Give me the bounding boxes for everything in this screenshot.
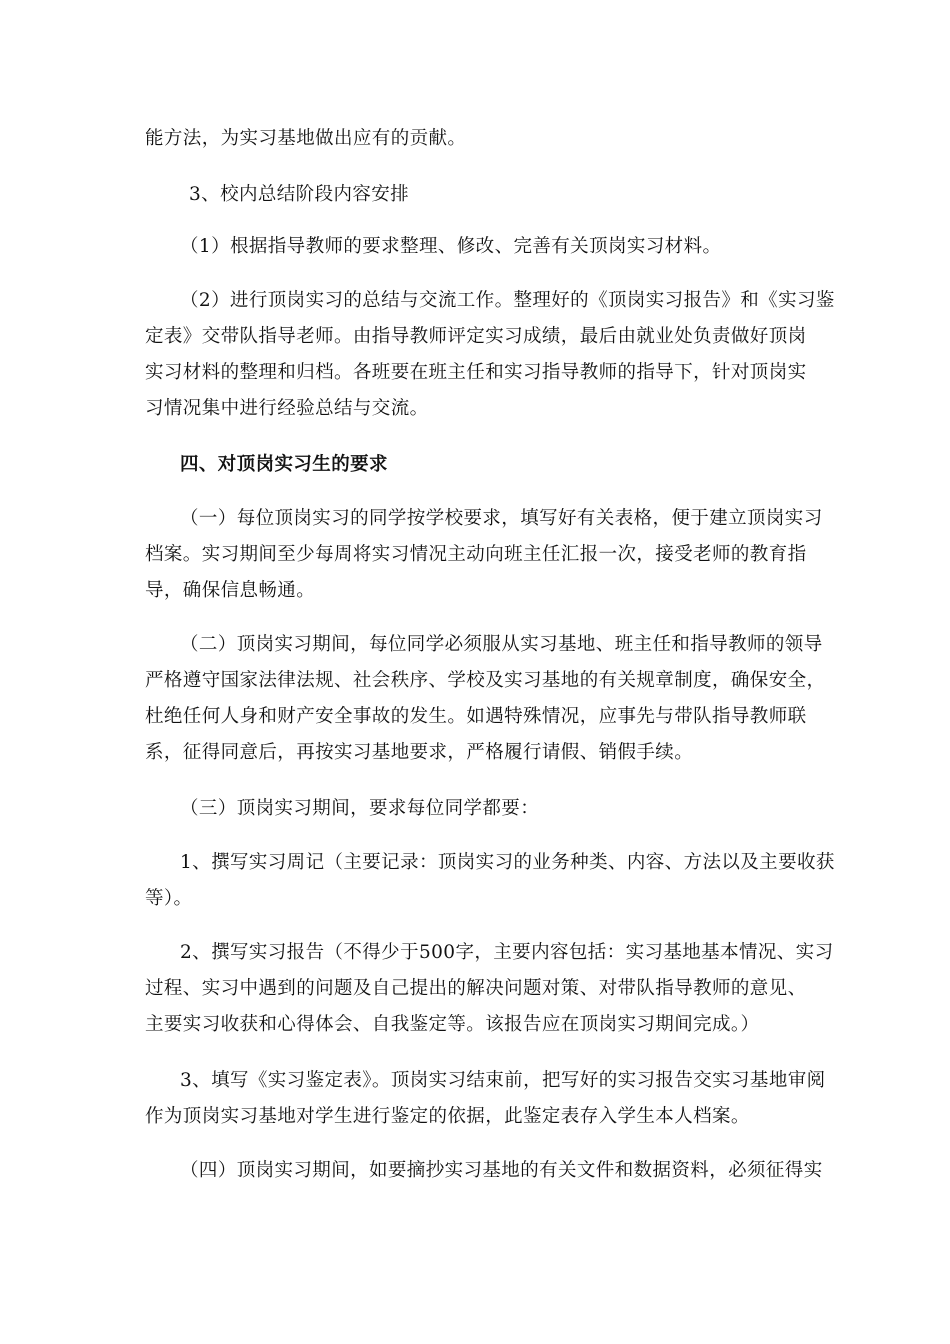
text-line: 实习材料的整理和归档。各班要在班主任和实习指导教师的指导下，针对顶岗实: [145, 362, 807, 383]
text-line: （2）进行顶岗实习的总结与交流工作。整理好的《顶岗实习报告》和《实习鉴: [180, 290, 835, 311]
text-line: 等）。: [145, 888, 193, 909]
text-line: 2、撰写实习报告（不得少于500字，主要内容包括：实习基地基本情况、实习: [180, 942, 834, 963]
text-line: 杜绝任何人身和财产安全事故的发生。如遇特殊情况，应事先与带队指导教师联: [145, 706, 807, 727]
text-line: （1）根据指导教师的要求整理、修改、完善有关顶岗实习材料。: [180, 236, 722, 257]
text-line: （三）顶岗实习期间，要求每位同学都要：: [180, 798, 540, 819]
text-line: 定表》交带队指导老师。由指导教师评定实习成绩，最后由就业处负责做好顶岗: [145, 326, 807, 347]
text-line: （一）每位顶岗实习的同学按学校要求，填写好有关表格，便于建立顶岗实习: [180, 508, 823, 529]
text-line: 1、撰写实习周记（主要记录：顶岗实习的业务种类、内容、方法以及主要收获: [180, 852, 835, 873]
text-line: 档案。实习期间至少每周将实习情况主动向班主任汇报一次，接受老师的教育指: [145, 544, 807, 565]
text-line: 过程、实习中遇到的问题及自己提出的解决问题对策、对带队指导教师的意见、: [145, 978, 807, 999]
text-line: 作为顶岗实习基地对学生进行鉴定的依据，此鉴定表存入学生本人档案。: [145, 1106, 750, 1127]
text-line: 主要实习收获和心得体会、自我鉴定等。该报告应在顶岗实习期间完成。）: [145, 1014, 760, 1035]
text-line: （二）顶岗实习期间，每位同学必须服从实习基地、班主任和指导教师的领导: [180, 634, 823, 655]
section-heading: 四、对顶岗实习生的要求: [180, 454, 388, 475]
text-line: 严格遵守国家法律法规、社会秩序、学校及实习基地的有关规章制度，确保安全，: [145, 670, 826, 691]
text-line: 习情况集中进行经验总结与交流。: [145, 398, 429, 419]
text-line: 系，征得同意后，再按实习基地要求，严格履行请假、销假手续。: [145, 742, 694, 763]
text-line: 能方法，为实习基地做出应有的贡献。: [145, 128, 467, 149]
text-line: （四）顶岗实习期间，如要摘抄实习基地的有关文件和数据资料，必须征得实: [180, 1160, 823, 1181]
text-line: 3、填写《实习鉴定表》。顶岗实习结束前，把写好的实习报告交实习基地审阅: [180, 1070, 826, 1091]
text-line: 导，确保信息畅通。: [145, 580, 316, 601]
section-subheading: 3、校内总结阶段内容安排: [189, 184, 410, 205]
